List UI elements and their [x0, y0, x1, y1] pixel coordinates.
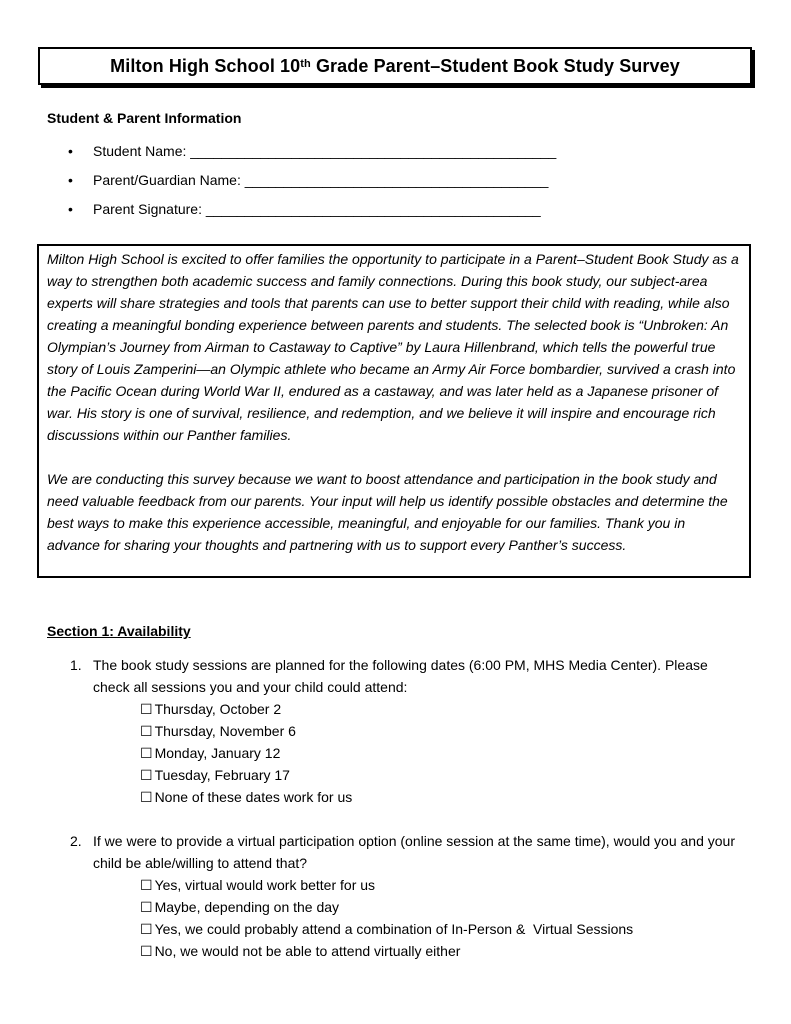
question-2-options [140, 874, 743, 962]
parent-guardian-name-label: Parent/Guardian Name: _______________________________________ [93, 172, 549, 188]
option-combination-in-person-virtual[interactable] [140, 918, 743, 940]
option-label: No, we would not be able to attend virtually either [154, 943, 461, 959]
checkbox-icon[interactable]: ☐ [140, 943, 153, 959]
info-fields-list [66, 141, 556, 228]
option-monday-january-12[interactable] [140, 742, 743, 764]
option-label: None of these dates work for us [154, 789, 353, 805]
checkbox-icon[interactable]: ☐ [140, 723, 153, 739]
option-label: Yes, virtual would work better for us [154, 877, 376, 893]
student-name-field[interactable] [66, 141, 556, 170]
question-2 [70, 830, 743, 962]
question-1-number: 1. [70, 657, 82, 673]
student-name-label: Student Name: _______________________________________________ [93, 143, 557, 159]
question-1 [70, 654, 743, 808]
bullet-icon: • [68, 143, 73, 159]
intro-paragraph-2: We are conducting this survey because we want to boost attendance and participation in the book study and need valuable feedback from our parents. Your input will help us identify possible obstacles and determine the best ways to make this experience accessible, meaningful, and enjoyable for our families. Thank you in advance for sharing your thoughts and partnering with us to support every Panther’s success. [47, 471, 728, 553]
intro-box [37, 244, 751, 578]
checkbox-icon[interactable]: ☐ [140, 767, 153, 783]
survey-title: Milton High School 10 $^{th}$ Grade Parent–Student Book Study Survey [38, 47, 752, 85]
option-tuesday-february-17[interactable] [140, 764, 743, 786]
option-label: Yes, we could probably attend a combination of In-Person & Virtual Sessions [154, 921, 634, 937]
option-not-able-virtually[interactable] [140, 940, 743, 962]
parent-guardian-name-field[interactable] [66, 170, 556, 199]
checkbox-icon[interactable]: ☐ [140, 789, 153, 805]
option-thursday-october-2[interactable] [140, 698, 743, 720]
option-none-of-these-dates[interactable] [140, 786, 743, 808]
option-thursday-november-6[interactable] [140, 720, 743, 742]
title-prefix: Milton High School 10 [110, 55, 301, 76]
checkbox-icon[interactable]: ☐ [140, 745, 153, 761]
section-1-heading: Section 1: Availability [47, 623, 191, 639]
option-label: Thursday, October 2 [154, 701, 282, 717]
title-suffix: Grade Parent–Student Book Study Survey [310, 55, 680, 76]
checkbox-icon[interactable]: ☐ [140, 899, 153, 915]
checkbox-icon[interactable]: ☐ [140, 921, 153, 937]
bullet-icon: • [68, 172, 73, 188]
option-label: Maybe, depending on the day [154, 899, 340, 915]
option-label: Thursday, November 6 [154, 723, 296, 739]
parent-signature-label: Parent Signature: ___________________________________________ [93, 201, 541, 217]
intro-paragraph-1: Milton High School is excited to offer families the opportunity to participate in a Parent–Student Book Study as a way to strengthen both academic success and family connections. During this book study, our subject-area experts will share strategies and tools that parents can use to better support their child with reading, while also creating a meaningful bonding experience between parents and students. The selected book is “Unbroken: An Olympian’s Journey from Airman to Castaway to Captive” by Laura Hillenbrand, which tells the powerful true story of Louis Zamperini—an Olympic athlete who became an Army Air Force bombardier, survived a crash into the Pacific Ocean during World War II, endured as a castaway, and was later held as a Japanese prisoner of war. His story is one of survival, resilience, and redemption, and we believe it will inspire and encourage rich discussions within our Panther families. [47, 251, 739, 443]
question-1-text: The book study sessions are planned for the following dates (6:00 PM, MHS Media Center). Please check all sessions you and your child could attend: [93, 657, 708, 695]
option-virtual-better[interactable] [140, 874, 743, 896]
checkbox-icon[interactable]: ☐ [140, 701, 153, 717]
option-maybe-depending-on-day[interactable] [140, 896, 743, 918]
checkbox-icon[interactable]: ☐ [140, 877, 153, 893]
option-label: Tuesday, February 17 [154, 767, 290, 783]
question-1-options [140, 698, 743, 808]
parent-signature-field[interactable] [66, 199, 556, 228]
question-2-number: 2. [70, 833, 82, 849]
info-heading: Student & Parent Information [47, 110, 242, 126]
question-2-text: If we were to provide a virtual participation option (online session at the same time), would you and your child be able/willing to attend that? [93, 833, 736, 871]
bullet-icon: • [68, 201, 73, 217]
option-label: Monday, January 12 [154, 745, 281, 761]
